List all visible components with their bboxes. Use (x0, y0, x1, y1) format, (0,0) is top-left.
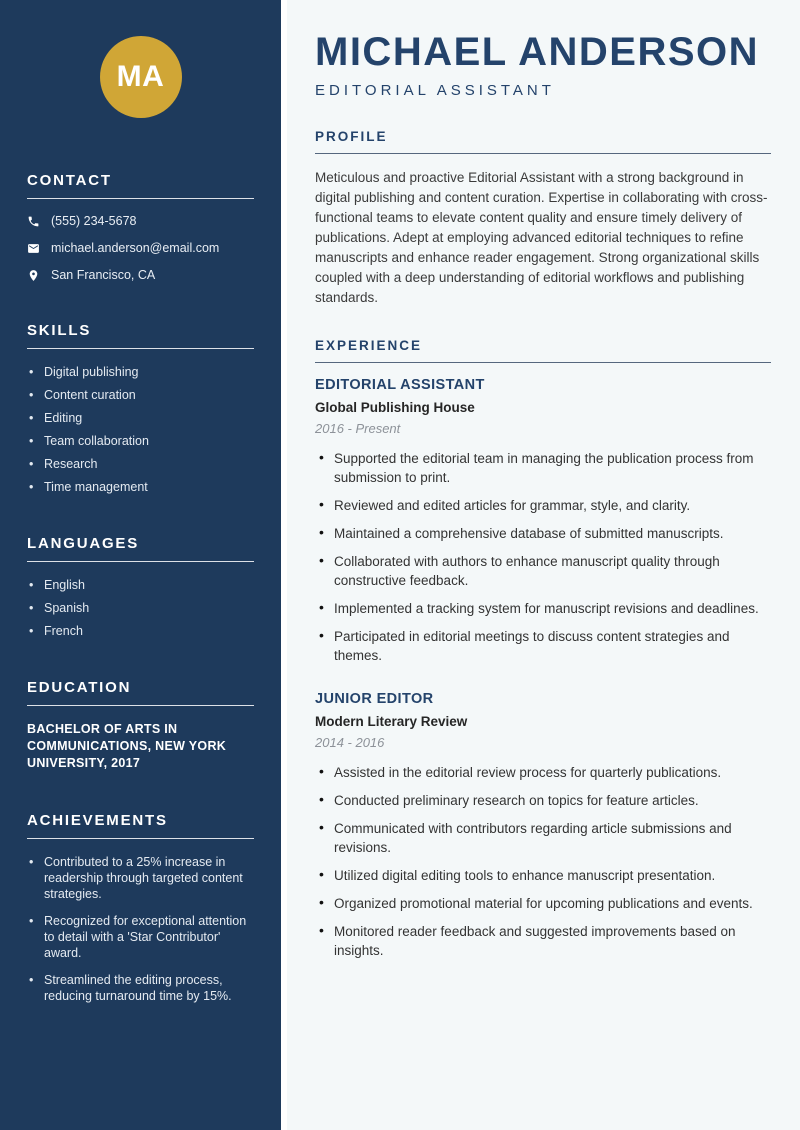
skills-section (27, 322, 254, 495)
achievements-section (27, 812, 254, 1004)
phone-icon (27, 215, 40, 228)
profile-section (315, 129, 771, 308)
language-item: • Spanish (27, 600, 254, 616)
achievement-item: • Streamlined the editing process, reducing turnaround time by 15%. (27, 972, 254, 1004)
job-bullet: • Reviewed and edited articles for grammar, style, and clarity. (315, 496, 771, 515)
location-text: San Francisco, CA (51, 268, 156, 282)
job-bullet-list (315, 449, 771, 665)
achievements-heading: ACHIEVEMENTS (27, 812, 254, 839)
job-entry (315, 377, 771, 665)
languages-heading: LANGUAGES (27, 535, 254, 562)
job-bullet: • Supported the editorial team in managing the publication process from submission to print. (315, 449, 771, 487)
skill-item: • Content curation (27, 387, 254, 403)
avatar-wrap (27, 36, 254, 118)
avatar-initials: MA (116, 60, 165, 93)
job-company: Modern Literary Review (315, 714, 468, 729)
skill-item: • Time management (27, 479, 254, 495)
main-content (287, 0, 800, 1130)
languages-section (27, 535, 254, 639)
job-title: EDITORIAL ASSISTANT (315, 377, 485, 393)
contact-row-location (27, 268, 254, 282)
job-bullet: • Maintained a comprehensive database of submitted manuscripts. (315, 524, 771, 543)
achievements-list (27, 854, 254, 1004)
job-title: JUNIOR EDITOR (315, 691, 434, 707)
job-bullet-list (315, 763, 771, 960)
skill-item: • Research (27, 456, 254, 472)
education-heading: EDUCATION (27, 679, 254, 706)
profile-text: Meticulous and proactive Editorial Assistant with a strong background in digital publishing and content curation. Expertise in collaborating with cross-functional teams to elevate content quality and ensure timely delivery of publications. Adept at employing advanced editorial techniques to refine manuscripts and enhance reader engagement. Strong organizational skills coupled with a deep understanding of editorial workflows and publishing standards. (315, 170, 768, 305)
job-bullet: • Communicated with contributors regarding article submissions and revisions. (315, 819, 771, 857)
skill-item: • Team collaboration (27, 433, 254, 449)
job-bullet: • Implemented a tracking system for manuscript revisions and deadlines. (315, 599, 771, 618)
sidebar (0, 0, 281, 1130)
job-entry (315, 691, 771, 960)
language-item: • English (27, 577, 254, 593)
job-bullet: • Utilized digital editing tools to enhance manuscript presentation. (315, 866, 771, 885)
contact-row-phone (27, 214, 254, 228)
email-text: michael.anderson@email.com (51, 241, 220, 255)
degree-text: BACHELOR OF ARTS IN COMMUNICATIONS, NEW YORK UNIVERSITY, 2017 (27, 722, 227, 770)
contact-heading: CONTACT (27, 172, 254, 199)
phone-text: (555) 234-5678 (51, 214, 137, 228)
education-section (27, 679, 254, 772)
job-bullet: • Monitored reader feedback and suggested improvements based on insights. (315, 922, 771, 960)
job-company: Global Publishing House (315, 400, 475, 415)
skill-item: • Editing (27, 410, 254, 426)
avatar (100, 36, 182, 118)
achievement-item: • Recognized for exceptional attention to detail with a 'Star Contributor' award. (27, 913, 254, 961)
job-bullet: • Assisted in the editorial review process for quarterly publications. (315, 763, 771, 782)
skills-heading: SKILLS (27, 322, 254, 349)
location-pin-icon (27, 269, 40, 282)
languages-list (27, 577, 254, 639)
job-dates: 2016 - Present (315, 421, 401, 436)
profile-heading: PROFILE (315, 129, 771, 154)
skill-item: • Digital publishing (27, 364, 254, 380)
job-bullet: • Conducted preliminary research on topics for feature articles. (315, 791, 771, 810)
skills-list (27, 364, 254, 495)
job-dates: 2014 - 2016 (315, 735, 385, 750)
achievement-item: • Contributed to a 25% increase in readership through targeted content strategies. (27, 854, 254, 902)
person-name: MICHAEL ANDERSON (315, 30, 760, 74)
job-bullet: • Organized promotional material for upcoming publications and events. (315, 894, 771, 913)
experience-section (315, 338, 771, 960)
email-icon (27, 242, 40, 255)
job-bullet: • Participated in editorial meetings to discuss content strategies and themes. (315, 627, 771, 665)
contact-section (27, 172, 254, 282)
person-title: EDITORIAL ASSISTANT (315, 82, 555, 99)
experience-heading: EXPERIENCE (315, 338, 771, 363)
job-bullet: • Collaborated with authors to enhance manuscript quality through constructive feedback. (315, 552, 771, 590)
language-item: • French (27, 623, 254, 639)
contact-row-email (27, 241, 254, 255)
